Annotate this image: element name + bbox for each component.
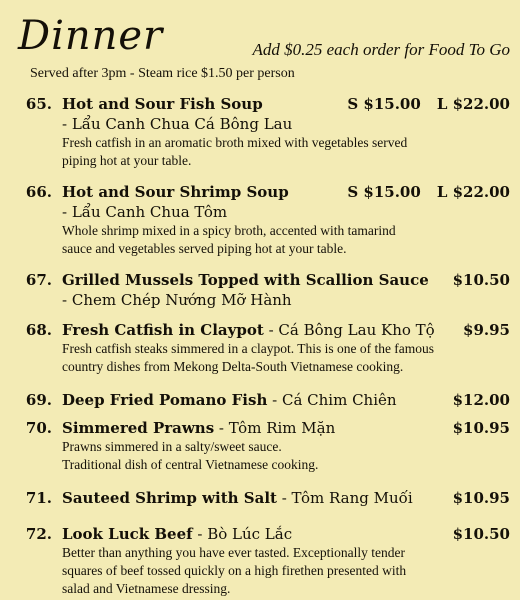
item-viet-name: - Lẩu Canh Chua Tôm (62, 203, 228, 221)
to-go-note: Add $0.25 each order for Food To Go (252, 40, 510, 59)
item-name: Fresh Catfish in Claypot - Cá Bông Lau Kho Tộ (62, 321, 435, 339)
item-price: $9.95 (463, 321, 510, 339)
price-small: S $15.00 (347, 183, 421, 201)
item-desc-line: Better than anything you have ever tasted. Exceptionally tender (62, 545, 406, 560)
item-number: 69. (25, 391, 52, 409)
item-viet-name: - Tôm Rim Mặn (214, 419, 336, 437)
menu-item-67 (20, 270, 510, 310)
item-name: Hot and Sour Shrimp Soup (62, 183, 289, 201)
item-price: $10.50 (452, 271, 510, 289)
item-desc-line: sauce and vegetables served piping hot at your table. (62, 241, 347, 256)
item-number: 68. (25, 321, 52, 339)
item-name: Look Luck Beef - Bò Lúc Lắc (62, 525, 293, 543)
item-price: $10.50 (452, 525, 510, 543)
item-desc-line: Fresh catfish steaks simmered in a claypot. This is one of the famous (62, 341, 435, 356)
page-title: Dinner (18, 13, 164, 59)
item-price: $12.00 (452, 391, 510, 409)
item-number: 71. (25, 489, 52, 507)
price-large: L $22.00 (436, 183, 510, 201)
menu-item-72 (20, 524, 510, 598)
menu-item-65 (20, 94, 510, 170)
item-viet-name: - Chem Chép Nướng Mỡ Hành (62, 291, 292, 309)
item-desc-line: salad and Vietnamese dressing. (62, 581, 231, 596)
item-desc-line: squares of beef tossed quickly on a high firethen presented with (62, 563, 407, 578)
item-name: Hot and Sour Fish Soup (62, 95, 263, 113)
item-viet-name: - Bò Lúc Lắc (192, 525, 293, 543)
item-desc-line: Prawns simmered in a salty/sweet sauce. (62, 439, 282, 454)
menu-item-69 (20, 390, 510, 410)
item-name: Simmered Prawns - Tôm Rim Mặn (62, 419, 336, 437)
item-number: 67. (25, 271, 52, 289)
served-note: Served after 3pm - Steam rice $1.50 per person (30, 66, 295, 81)
item-name: Grilled Mussels Topped with Scallion Sauce (62, 271, 429, 289)
item-desc-line: Whole shrimp mixed in a spicy broth, accented with tamarind (62, 223, 396, 238)
menu-item-66 (20, 182, 510, 258)
item-number: 72. (25, 525, 52, 543)
price-small: S $15.00 (347, 95, 421, 113)
item-viet-name: - Cá Bông Lau Kho Tộ (263, 321, 435, 339)
item-price: $10.95 (452, 489, 510, 507)
item-desc-line: Traditional dish of central Vietnamese cooking. (62, 457, 319, 472)
item-prices (347, 182, 510, 202)
item-desc-line: Fresh catfish in an aromatic broth mixed with vegetables served (62, 135, 408, 150)
menu-item-71 (20, 488, 510, 508)
item-desc-line: piping hot at your table. (62, 153, 192, 168)
menu-item-70 (20, 418, 510, 474)
menu-item-68 (20, 320, 510, 376)
item-viet-name: - Lẩu Canh Chua Cá Bông Lau (62, 115, 293, 133)
price-large: L $22.00 (436, 95, 510, 113)
item-price: $10.95 (452, 419, 510, 437)
item-desc-line: country dishes from Mekong Delta-South Vietnamese cooking. (62, 359, 404, 374)
item-name: Deep Fried Pomano Fish - Cá Chim Chiên (62, 391, 397, 409)
item-viet-name: - Tôm Rang Muối (276, 489, 413, 507)
item-viet-name: - Cá Chim Chiên (267, 391, 397, 409)
item-number: 66. (25, 183, 52, 201)
item-number: 70. (25, 419, 52, 437)
item-number: 65. (25, 95, 52, 113)
item-name: Sauteed Shrimp with Salt - Tôm Rang Muối (62, 489, 413, 507)
item-prices (347, 94, 510, 114)
